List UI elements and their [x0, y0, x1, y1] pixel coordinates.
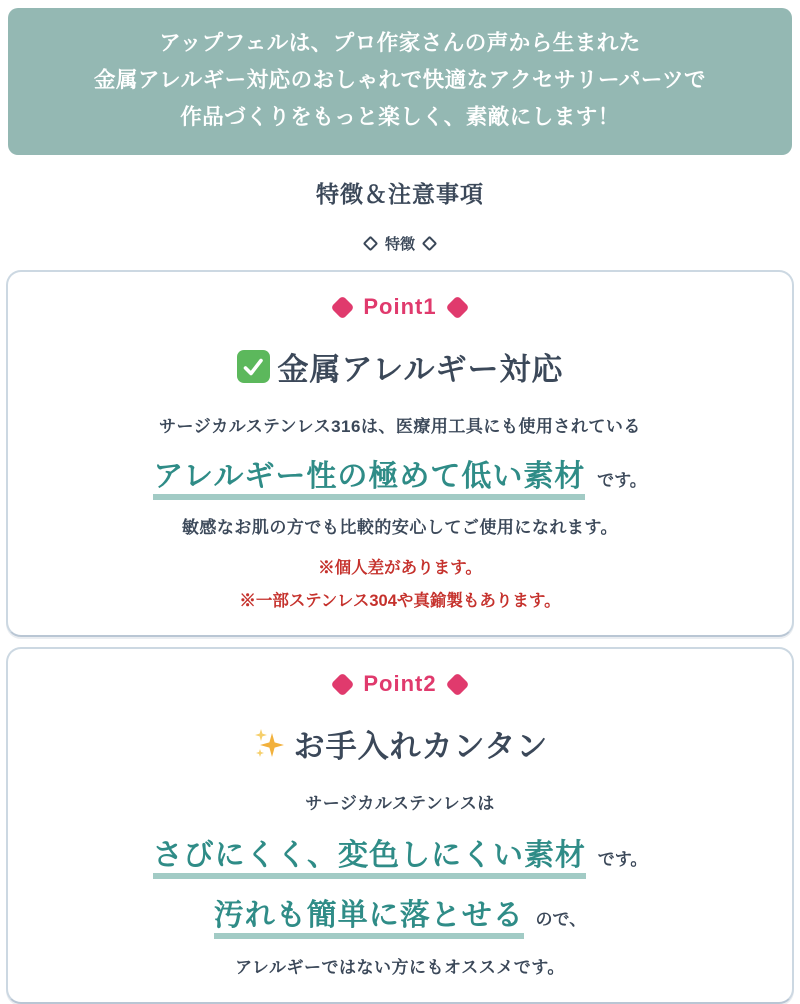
check-mark-icon: [237, 350, 270, 383]
point2-highlight-1: さびにくく、変色しにくい素材: [153, 839, 586, 879]
point2-highlight-row-2: [18, 890, 782, 934]
point2-badge: [18, 671, 782, 697]
point2-heading: [18, 721, 782, 766]
section-subtitle: [0, 233, 800, 254]
section-subtitle-label: 特徴: [384, 236, 415, 253]
point1-card: [6, 270, 794, 637]
point2-highlight-2-suffix: ので、: [535, 910, 587, 929]
point1-body-line1: サージカルステンレス316は、医療用工具にも使用されている: [159, 417, 641, 436]
white-diamond-icon: [363, 236, 379, 252]
point2-highlight-row-1: [18, 830, 782, 874]
point1-heading: [18, 344, 782, 389]
point2-highlight-2: 汚れも簡単に落とせる: [214, 899, 524, 939]
point1-body-line2: 敏感なお肌の方でも比較的安心してご使用になれます。: [181, 518, 619, 537]
point1-badge-label: Point1: [363, 294, 437, 319]
product-description-page: [0, 8, 800, 977]
intro-banner: [8, 8, 792, 155]
point1-badge: [18, 294, 782, 320]
point2-highlight-1-suffix: です。: [597, 850, 648, 869]
point2-card: [6, 647, 794, 1004]
point2-heading-label: お手入れカンタン: [293, 729, 549, 764]
banner-line-2: 金属アレルギー対応のおしゃれで快適なアクセサリーパーツで: [93, 68, 707, 92]
point1-note-1: ※個人差があります。: [318, 559, 482, 577]
point1-highlight: アレルギー性の極めて低い素材: [153, 460, 585, 500]
point1-note-2: ※一部ステンレス304や真鍮製もあります。: [239, 592, 561, 610]
point2-body-line1: サージカルステンレスは: [305, 794, 495, 813]
point2-body-line2: アレルギーではない方にもオススメです。: [235, 958, 565, 977]
white-diamond-icon: [422, 236, 438, 252]
point1-heading-label: 金属アレルギー対応: [277, 352, 564, 387]
point1-highlight-row: [18, 451, 782, 495]
banner-line-3: 作品づくりをもっと楽しく、素敵にします！: [180, 105, 620, 129]
sparkles-icon: [252, 727, 286, 761]
point1-highlight-suffix: です。: [597, 471, 647, 490]
banner-line-1: アップフェルは、プロ作家さんの声から生まれた: [159, 31, 641, 55]
diamond-icon: [331, 295, 355, 319]
diamond-icon: [445, 672, 469, 696]
diamond-icon: [445, 295, 469, 319]
point2-badge-label: Point2: [363, 671, 437, 696]
diamond-icon: [331, 672, 355, 696]
section-title: 特徴＆注意事項: [316, 181, 484, 207]
